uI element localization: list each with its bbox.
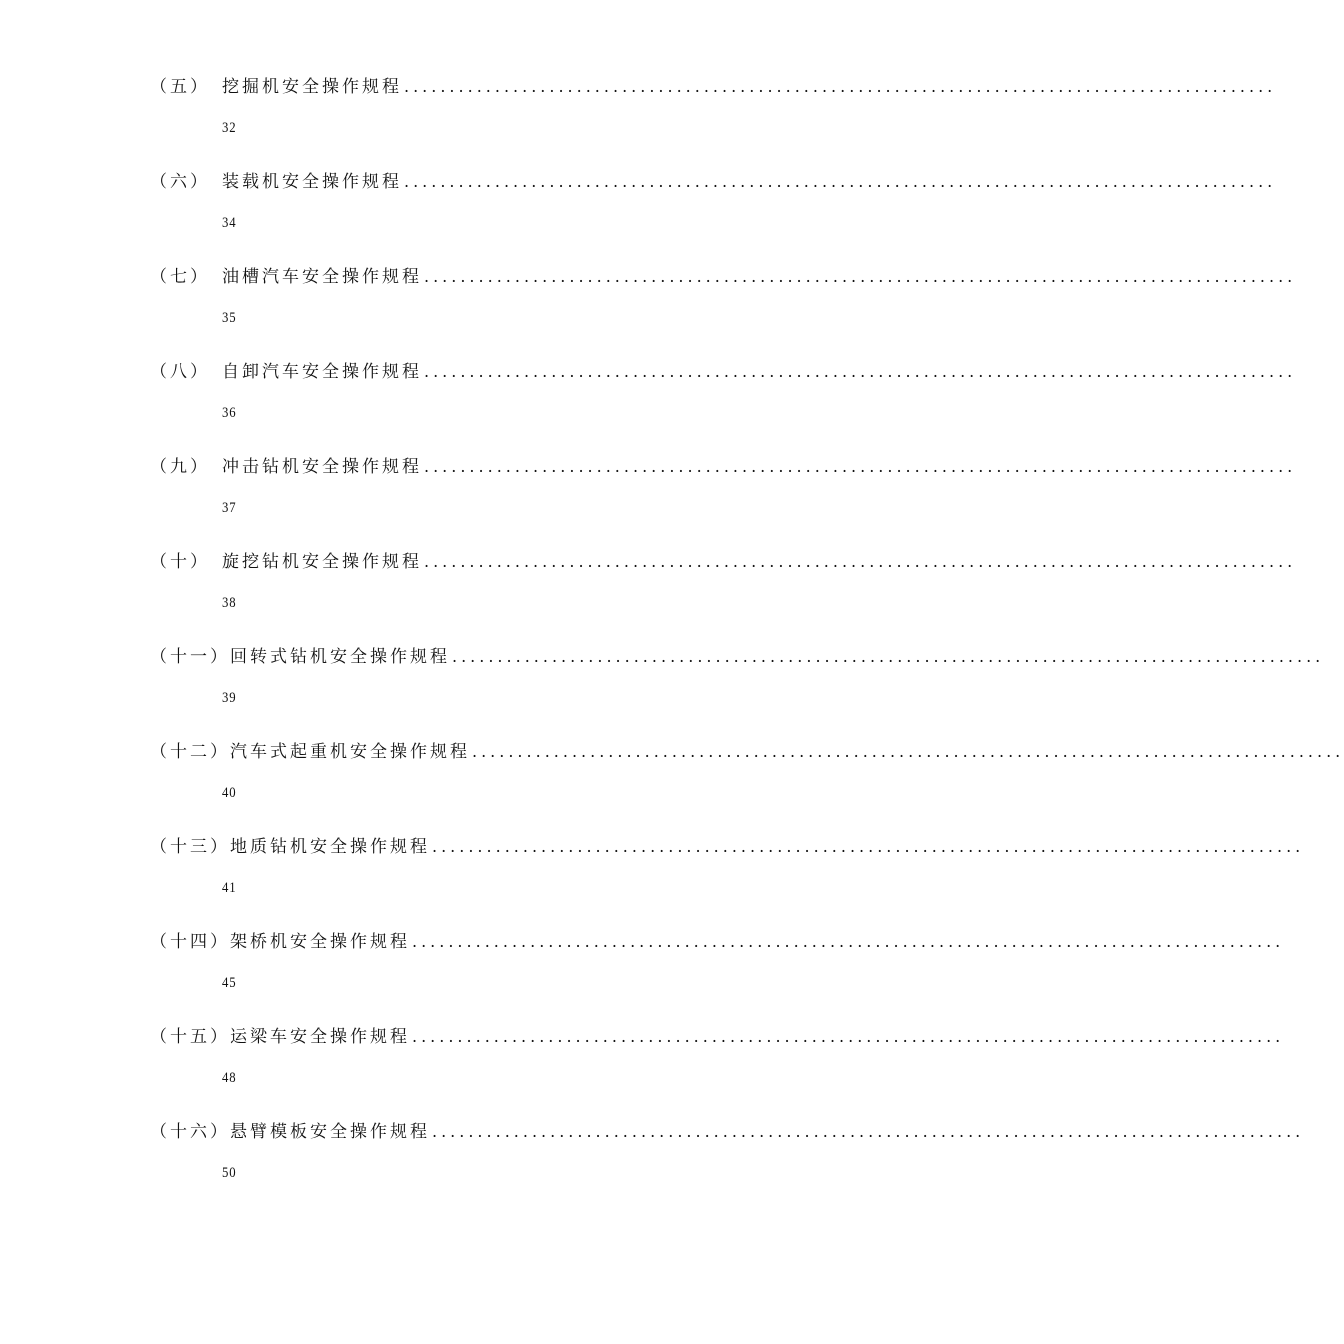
toc-entry[interactable]: [150, 737, 1344, 832]
toc-entry-line: [150, 642, 1325, 668]
toc-leader-dots: ................................................................................................: [412, 1027, 1285, 1046]
toc-entry-line: [150, 72, 1277, 98]
toc-leader-dots: ................................................................................................: [404, 77, 1277, 96]
toc-entry-title: 回转式钻机安全操作规程: [230, 647, 450, 667]
toc-entry[interactable]: [150, 642, 1325, 737]
toc-leader-dots: ................................................................................................: [452, 647, 1325, 666]
toc-entry-number: （十二）: [150, 742, 230, 762]
toc-entry-line: [150, 927, 1285, 953]
toc-entry-line: [150, 1117, 1305, 1143]
toc-entry-title: 运梁车安全操作规程: [230, 1027, 410, 1047]
toc-entry-number: （十五）: [150, 1027, 230, 1047]
toc-entry-title: 悬臂模板安全操作规程: [230, 1122, 430, 1142]
toc-leader-dots: ................................................................................................: [472, 742, 1344, 761]
toc-entry-page: 34: [222, 215, 237, 231]
toc-entry-number: （六）: [150, 172, 210, 192]
toc-leader-dots: ................................................................................................: [412, 932, 1285, 951]
toc-entry-title: 地质钻机安全操作规程: [230, 837, 430, 857]
toc-entry-page: 45: [222, 975, 237, 991]
toc-entry-page: 37: [222, 500, 237, 516]
toc-entry-number: （七）: [150, 267, 210, 287]
toc-leader-dots: ................................................................................................: [432, 837, 1305, 856]
toc-entry-number: （十）: [150, 552, 210, 572]
toc-entry-number: （十三）: [150, 837, 230, 857]
toc-entry-title: 冲击钻机安全操作规程: [222, 457, 422, 477]
toc-entry-title: 汽车式起重机安全操作规程: [230, 742, 470, 762]
toc-entry-title: 旋挖钻机安全操作规程: [222, 552, 422, 572]
toc-entry-page: 39: [222, 690, 237, 706]
toc-entry[interactable]: [150, 547, 1297, 642]
toc-entry[interactable]: [150, 452, 1297, 547]
toc-entry-page: 35: [222, 310, 237, 326]
toc-entry[interactable]: [150, 167, 1277, 262]
toc-entry-number: （十六）: [150, 1122, 230, 1142]
toc-entry-line: [150, 832, 1305, 858]
toc-entry-page: 36: [222, 405, 237, 421]
toc-entry[interactable]: [150, 1022, 1285, 1117]
toc-entry[interactable]: [150, 927, 1285, 1022]
toc-entry-number: （八）: [150, 362, 210, 382]
toc-entry-number: （五）: [150, 77, 210, 97]
toc-leader-dots: ................................................................................................: [404, 172, 1277, 191]
toc-entry-page: 48: [222, 1070, 237, 1086]
toc-entry-page: 32: [222, 120, 237, 136]
toc-entry-number: （十一）: [150, 647, 230, 667]
toc-leader-dots: ................................................................................................: [424, 362, 1297, 381]
toc-entry-title: 油槽汽车安全操作规程: [222, 267, 422, 287]
toc-entry[interactable]: [150, 262, 1297, 357]
toc-entry-line: [150, 1022, 1285, 1048]
toc-entry-line: [150, 167, 1277, 193]
toc-entry-title: 挖掘机安全操作规程: [222, 77, 402, 97]
toc-leader-dots: ................................................................................................: [424, 552, 1297, 571]
toc-leader-dots: ................................................................................................: [432, 1122, 1305, 1141]
toc-entry-line: [150, 547, 1297, 573]
toc-entry-number: （十四）: [150, 932, 230, 952]
toc-entry-line: [150, 737, 1344, 763]
toc-entry[interactable]: [150, 357, 1297, 452]
toc-leader-dots: ................................................................................................: [424, 457, 1297, 476]
toc-leader-dots: ................................................................................................: [424, 267, 1297, 286]
toc-entry[interactable]: [150, 832, 1305, 927]
toc-entry-title: 架桥机安全操作规程: [230, 932, 410, 952]
toc-entry-number: （九）: [150, 457, 210, 477]
toc-entry[interactable]: [150, 1117, 1305, 1212]
toc-entry[interactable]: [150, 72, 1277, 167]
toc-entry-title: 装载机安全操作规程: [222, 172, 402, 192]
toc-entry-title: 自卸汽车安全操作规程: [222, 362, 422, 382]
toc-entry-line: [150, 452, 1297, 478]
toc-entry-page: 41: [222, 880, 237, 896]
toc-entry-line: [150, 262, 1297, 288]
toc-entry-page: 50: [222, 1165, 237, 1181]
toc-entry-page: 40: [222, 785, 237, 801]
toc-entry-page: 38: [222, 595, 237, 611]
toc-entry-line: [150, 357, 1297, 383]
